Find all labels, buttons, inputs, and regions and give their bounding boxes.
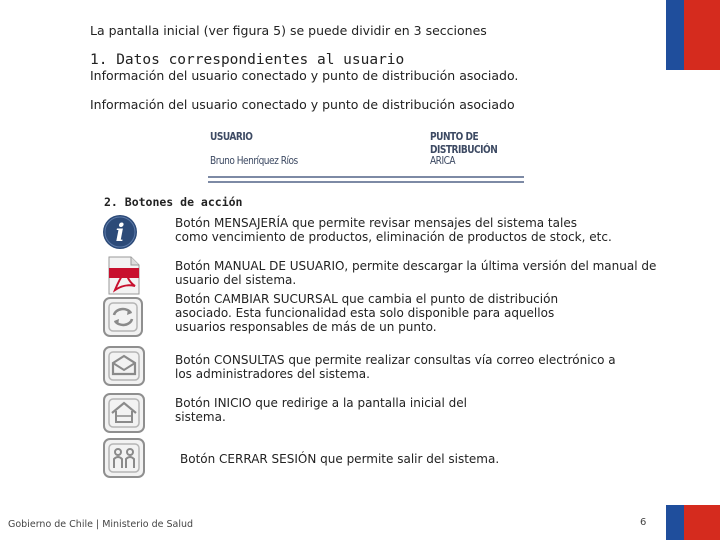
desc-2-line1: Botón MANUAL DE USUARIO, permite descargar la última versión del manual de	[175, 259, 657, 273]
svg-text:i: i	[115, 218, 125, 247]
desc-3-line1: Botón CAMBIAR SUCURSAL que cambia el punto de distribución	[175, 292, 559, 306]
switch-icon[interactable]	[101, 296, 147, 338]
button-desc-5	[175, 396, 467, 424]
desc-5-line2: sistema.	[175, 410, 226, 424]
page-number: 6	[640, 517, 647, 528]
users-icon[interactable]	[101, 437, 147, 479]
punto-label: PUNTO DE DISTRIBUCIÓN	[430, 130, 498, 156]
button-desc-3	[175, 292, 595, 334]
section1-line1: Información del usuario conectado y punto de distribución asociado.	[90, 68, 519, 83]
home-icon[interactable]	[101, 392, 147, 434]
desc-5-line1: Botón INICIO que redirige a la pantalla inicial del	[175, 396, 467, 410]
desc-1-line2: como vencimiento de productos, eliminación de productos de stock, etc.	[175, 230, 612, 244]
button-desc-2	[175, 259, 656, 287]
desc-4-line2: los administradores del sistema.	[175, 367, 370, 381]
user-info-panel	[208, 126, 524, 186]
info-icon[interactable]	[101, 212, 147, 254]
desc-6-line1: Botón CERRAR SESIÓN que permite salir del sistema.	[180, 452, 500, 466]
usuario-label: USUARIO	[210, 130, 253, 143]
section1-line2: Información del usuario conectado y punto de distribución asociado	[90, 97, 515, 112]
button-desc-1	[175, 216, 612, 244]
chile-flag-top	[666, 0, 720, 70]
punto-value: ARICA	[430, 154, 456, 167]
intro-text: La pantalla inicial (ver figura 5) se puede dividir en 3 secciones	[90, 23, 487, 38]
desc-3-line2: asociado. Esta funcionalidad esta solo disponible para aquellos	[175, 306, 555, 320]
desc-2-line2: usuario del sistema.	[175, 273, 297, 287]
button-desc-4	[175, 353, 616, 381]
desc-3-line3: usuarios responsables de más de un punto.	[175, 320, 437, 334]
desc-4-line1: Botón CONSULTAS que permite realizar consultas vía correo electrónico a	[175, 353, 616, 367]
footer-text: Gobierno de Chile | Ministerio de Salud	[8, 519, 194, 530]
pdf-icon[interactable]	[101, 254, 147, 296]
mail-icon[interactable]	[101, 345, 147, 387]
section1-title: 1. Datos correspondientes al usuario	[90, 52, 405, 68]
section2-title: 2. Botones de acción	[104, 195, 243, 209]
usuario-value: Bruno Henríquez Ríos	[210, 154, 298, 167]
desc-1-line1: Botón MENSAJERÍA que permite revisar mensajes del sistema tales	[175, 216, 577, 230]
chile-flag-bottom	[666, 505, 720, 540]
button-desc-6	[180, 452, 499, 466]
